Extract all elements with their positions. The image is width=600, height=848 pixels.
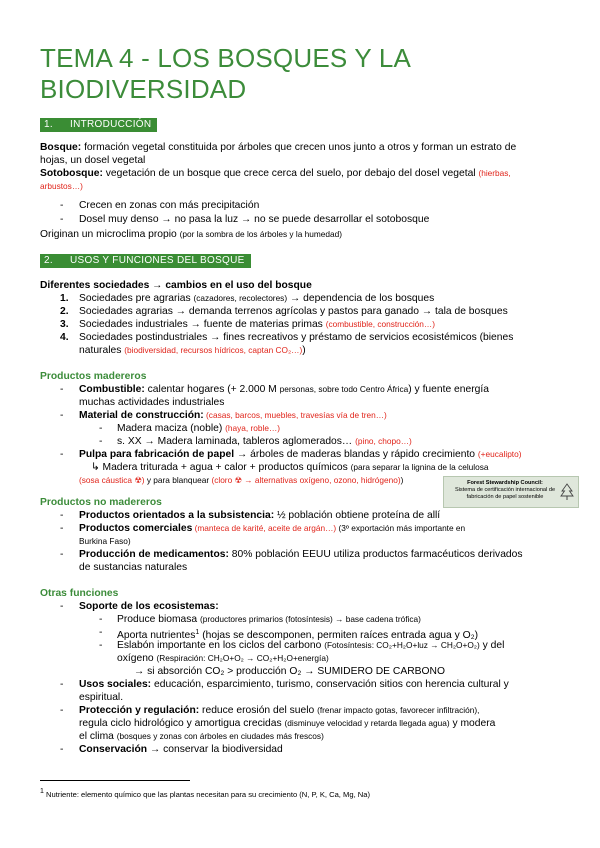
comerciales-note: (3º exportación más importante en — [336, 523, 466, 533]
term-conservacion: Conservación — [79, 744, 148, 755]
item-text: Sociedades industriales → fuente de materias primas — [79, 319, 326, 330]
conservacion-def: → conservar la biodiversidad — [147, 744, 283, 755]
combustible-line — [79, 383, 489, 396]
material-sub-text: s. XX → Madera laminada, tableros aglomerados… — [117, 436, 356, 447]
footnote — [40, 787, 370, 800]
pulpa-examples: (+eucalipto) — [477, 449, 522, 459]
dash-bullet: - — [99, 423, 103, 434]
list-item: Sociedades agrarias → demanda terrenos agrícolas y pastos para ganado → tala de bosques — [79, 306, 508, 317]
proteccion-end-2: y modera — [449, 718, 496, 729]
dash-bullet: - — [60, 410, 64, 421]
dash-bullet: - — [60, 744, 64, 755]
medicamentos-line-2: de sustancias naturales — [79, 562, 188, 573]
soporte-3-text: Eslabón importante en los ciclos del carbono — [117, 640, 325, 651]
soporte-3-line-2 — [117, 652, 329, 665]
section-label: INTRODUCCIÓN — [70, 119, 152, 130]
term-proteccion: Protección y regulación: — [79, 705, 200, 716]
pulpa-process-note: (para separar la lignina de la celulosa — [350, 462, 489, 472]
intro-bullet-1: Crecen en zonas con más precipitación — [79, 200, 260, 211]
fsc-info-box — [443, 476, 579, 508]
pulpa-line-2 — [91, 461, 489, 474]
term-pulpa: Pulpa para fabricación de papel — [79, 449, 235, 460]
section-number: 1. — [44, 119, 53, 130]
microclima-line — [40, 228, 342, 241]
subheading-otras-funciones: Otras funciones — [40, 588, 119, 599]
dash-bullet: - — [99, 614, 103, 625]
material-sub-text: Madera maciza (noble) — [117, 423, 226, 434]
fsc-title: Forest Stewardship Council: — [467, 480, 543, 486]
material-line — [79, 409, 387, 422]
section-heading-introduccion — [40, 118, 157, 132]
item-text: naturales — [79, 345, 125, 356]
comerciales-examples: (manteca de karité, aceite de argán…) — [192, 523, 337, 533]
dash-bullet: - — [60, 449, 64, 460]
usos-sociales-def: educación, esparcimiento, turismo, conservación sitios con herencia cultural y — [151, 679, 509, 690]
dash-bullet: - — [99, 436, 103, 447]
sotobosque-examples: (hierbas, — [478, 168, 511, 178]
material-sub-1 — [117, 422, 280, 435]
subheading-no-madereros: Productos no madereros — [40, 497, 162, 508]
material-sub-examples: (haya, roble…) — [225, 423, 281, 433]
soporte-2-text: Aporta nutrientes — [117, 630, 196, 641]
proteccion-line-3 — [79, 730, 324, 743]
dash-bullet: - — [99, 640, 103, 651]
item-text-end: ) — [302, 345, 306, 356]
microclima-note: (por la sombra de los árboles y la humedad) — [179, 229, 342, 239]
dash-bullet: - — [60, 200, 64, 211]
dash-bullet: - — [60, 214, 64, 225]
def-bosque: formación vegetal constituida por árboles que crecen unos junto a otros y forman un estrato de — [81, 142, 517, 153]
term-bosque: Bosque: — [40, 142, 82, 153]
soporte-3-note: (Fotosíntesis: CO₂+H₂O+luz → CH₂O+O₂) — [324, 640, 480, 650]
item-note: (cazadores, recolectores) — [193, 293, 288, 303]
combustible-end: ) y fuente energía — [408, 384, 489, 395]
page-title: TEMA 4 - LOS BOSQUES Y LA BIODIVERSIDAD — [40, 43, 410, 104]
footnote-text: Nutriente: elemento químico que las plantas necesitan para su crecimiento (N, P, K, Ca, Mg, Na) — [43, 790, 371, 799]
list-number: 2. — [60, 306, 69, 317]
comerciales-note-2: Burkina Faso) — [79, 536, 131, 546]
medicamentos-def: 80% población EEUU utiliza productos farmacéuticos derivados — [228, 549, 523, 560]
dash-bullet: - — [60, 510, 64, 521]
intro-block — [40, 141, 570, 193]
term-medicamentos: Producción de medicamentos: — [79, 549, 229, 560]
footnote-number: 1 — [40, 788, 44, 795]
list-item-cont — [79, 344, 306, 357]
soporte-3-oxygen: oxígeno — [117, 653, 157, 664]
fsc-text-2: fabricación de papel sostenible — [466, 494, 544, 500]
list-number: 3. — [60, 319, 69, 330]
sotobosque-examples-2: arbustos…) — [40, 181, 83, 191]
soporte-1-note: (productores primarios (fotosíntesis) → base cadena trófica) — [200, 614, 421, 624]
dash-bullet: - — [99, 627, 103, 638]
proteccion-line-2 — [79, 717, 495, 730]
proteccion-note-3: (bosques y zonas con árboles en ciudades más frescos) — [116, 731, 324, 741]
proteccion-note: (frenar impacto gotas, favorecer infiltración), — [317, 705, 480, 715]
section-label: USOS Y FUNCIONES DEL BOSQUE — [70, 255, 245, 266]
material-examples: (casas, barcos, muebles, travesías vía de tren…) — [203, 410, 387, 420]
term-comerciales: Productos comerciales — [79, 523, 193, 534]
soporte-3-line-3: → si absorción CO₂ > producción O₂ → SUMIDERO DE CARBONO — [134, 666, 445, 677]
proteccion-line — [79, 704, 479, 717]
soporte-3 — [117, 639, 504, 652]
term-sotobosque: Sotobosque: — [40, 168, 103, 179]
term-soporte: Soporte de los ecosistemas: — [79, 601, 219, 612]
list-item — [79, 292, 434, 305]
soporte-3-resp-note: (Respiración: CH₂O+O₂ → CO₂+H₂O+energía) — [156, 653, 329, 663]
list-number: 1. — [60, 293, 69, 304]
combustible-def: calentar hogares (+ 2.000 M — [144, 384, 280, 395]
footnote-divider — [40, 780, 190, 781]
soporte-1 — [117, 613, 421, 626]
term-usos-sociales: Usos sociales: — [79, 679, 152, 690]
item-examples: (biodiversidad, recursos hídricos, captan CO₂…) — [124, 345, 303, 355]
dash-bullet: - — [60, 523, 64, 534]
soporte-1-text: Produce biomasa — [117, 614, 200, 625]
footnote-ref: 1 — [195, 629, 200, 636]
list-number: 4. — [60, 332, 69, 343]
material-sub-examples: (pino, chopo…) — [355, 436, 412, 446]
proteccion-text-2: regula ciclo hidrológico y amortigua crecidas — [79, 718, 285, 729]
term-material: Material de construcción: — [79, 410, 204, 421]
dash-bullet: - — [60, 705, 64, 716]
list-item — [79, 318, 435, 331]
proteccion-def: reduce erosión del suelo — [199, 705, 318, 716]
item-text: Sociedades pre agrarias — [79, 293, 194, 304]
fsc-tree-icon — [560, 483, 574, 501]
soporte-3-end: y del — [479, 640, 505, 651]
soporte-2-rest: (hojas se descomponen, permiten raíces entrada agua y O₂) — [199, 630, 479, 641]
dash-bullet: - — [60, 384, 64, 395]
usos-sociales-line-2: espiritual. — [79, 692, 124, 703]
proteccion-text-3: el clima — [79, 731, 117, 742]
pulpa-line — [79, 448, 522, 461]
def-sotobosque: vegetación de un bosque que crece cerca del suelo, por debajo del dosel vegetal — [102, 168, 479, 179]
def-bosque-2: hojas, un dosel vegetal — [40, 155, 146, 166]
usos-sociales-line — [79, 678, 509, 691]
dash-bullet: - — [60, 549, 64, 560]
subsistencia-def: ½ población obtiene proteína de allí — [274, 510, 441, 521]
medicamentos-line — [79, 548, 523, 561]
pulpa-process: ↳ Madera triturada + agua + calor + productos químicos — [91, 462, 351, 473]
subheading-madereros: Productos madereros — [40, 371, 147, 382]
pulpa-chem-end: ) — [400, 475, 404, 485]
section-heading-usos — [40, 254, 251, 268]
combustible-line-2: muchas actividades industriales — [79, 397, 225, 408]
pulpa-def: → árboles de maderas blandas y rápido crecimiento — [234, 449, 478, 460]
comerciales-line — [79, 522, 465, 535]
term-subsistencia: Productos orientados a la subsistencia: — [79, 510, 275, 521]
material-sub-2 — [117, 435, 412, 448]
dash-bullet: - — [60, 601, 64, 612]
list-item: Sociedades postindustriales → fines recreativos y préstamo de servicios ecosistémicos (bienes — [79, 332, 514, 343]
pulpa-line-3 — [79, 474, 403, 487]
intro-bullet-2: Dosel muy denso → no pasa la luz → no se puede desarrollar el sotobosque — [79, 214, 430, 225]
term-combustible: Combustible: — [79, 384, 145, 395]
item-examples: (combustible, construcción…) — [325, 319, 435, 329]
dash-bullet: - — [60, 679, 64, 690]
subsistencia-line — [79, 509, 440, 522]
usos-heading: Diferentes sociedades → cambios en el uso del bosque — [40, 280, 312, 291]
pulpa-chem-1: (sosa cáustica ☢) — [79, 475, 145, 485]
microclima-text: Originan un microclima propio — [40, 229, 180, 240]
combustible-note: personas, sobre todo Centro África — [279, 384, 409, 394]
conservacion-line — [79, 743, 283, 756]
pulpa-chem-mid: y para blanquear — [144, 475, 212, 485]
section-number: 2. — [44, 255, 53, 266]
item-text-end: → dependencia de los bosques — [287, 293, 435, 304]
fsc-text-1: Sistema de certificación internacional de — [454, 487, 556, 493]
proteccion-note-2: (disminuye velocidad y retarda llegada agua) — [284, 718, 450, 728]
pulpa-chem-2: (cloro ☢ → alternativas oxígeno, ozono, hidrógeno) — [211, 475, 401, 485]
